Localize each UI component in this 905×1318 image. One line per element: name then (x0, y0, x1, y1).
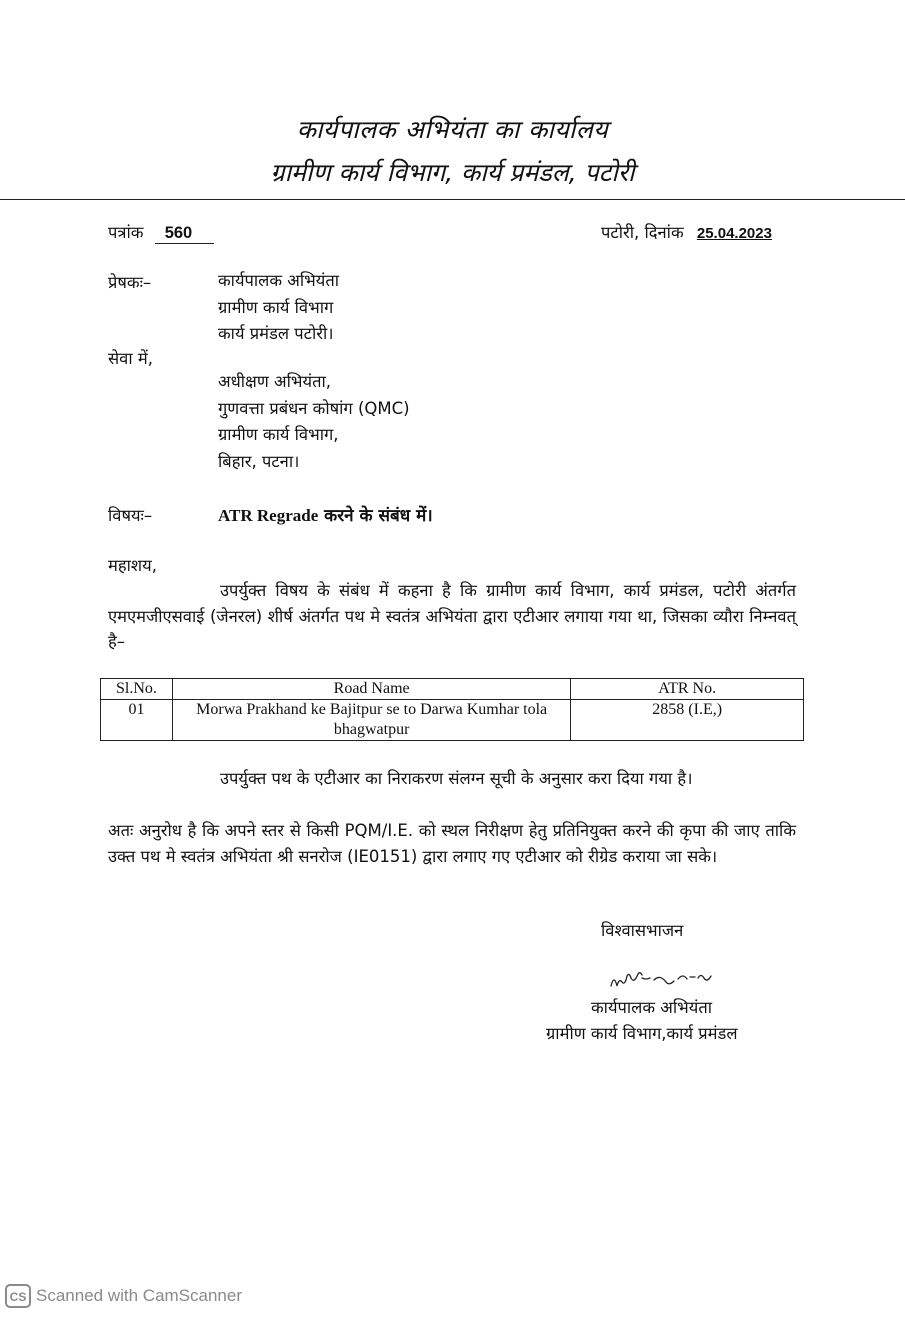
header-atr-no: ATR No. (571, 679, 804, 700)
recipient-line: अधीक्षण अभियंता, (218, 372, 332, 391)
reference-value: 560 (155, 224, 215, 244)
recipient-line: गुणवत्ता प्रबंधन कोषांग (QMC) (218, 398, 410, 418)
recipient-line: बिहार, पटना। (218, 451, 300, 471)
paragraph-2-text: उपर्युक्त पथ के एटीआर का निराकरण संलग्न सूची के अनुसार करा दिया गया है। (220, 769, 693, 788)
date-label: पटोरी, दिनांक (601, 223, 684, 242)
salutation: महाशय, (108, 556, 157, 575)
paragraph-2 (108, 766, 796, 792)
reference-number (108, 220, 214, 244)
header-divider (0, 199, 905, 200)
reference-label: पत्रांक (108, 223, 144, 242)
recipient-label: सेवा में, (108, 349, 153, 368)
letter-date (601, 220, 772, 243)
paragraph-1-text: उपर्युक्त विषय के संबंध में कहना है कि ग्रामीण कार्य विभाग, कार्य प्रमंडल, पटोरी अंतर्गत एमएमजीएसवाई (जेनरल) शीर्ष अंतर्गत पथ मे स्वतंत्र अभियंता द्वारा एटीआर लगाया गया था, जिसका व्यौरा निम्नवत् है– (108, 581, 796, 651)
signatory-department: ग्रामीण कार्य विभाग,कार्य प्रमंडल (546, 1024, 738, 1043)
handwritten-signature (608, 968, 728, 994)
sender-line: कार्यपालक अभियंता (218, 271, 339, 290)
cell-road-name: Morwa Prakhand ke Bajitpur se to Darwa Kumhar tola bhagwatpur (172, 700, 570, 741)
cell-atr-no: 2858 (I.E,) (571, 700, 804, 741)
header-road-name: Road Name (172, 679, 570, 700)
office-subtitle: ग्रामीण कार्य विभाग, कार्य प्रमंडल, पटोरी (270, 158, 635, 187)
svg-text:CS: CS (9, 1290, 27, 1304)
recipient-address (218, 369, 410, 475)
paragraph-1 (108, 578, 796, 655)
subject-label: विषयः– (108, 506, 153, 525)
camscanner-logo (5, 1284, 31, 1308)
paragraph-3: अतः अनुरोध है कि अपने स्तर से किसी PQM/I.E. को स्थल निरीक्षण हेतु प्रतिनियुक्त करने की कृपा की जाए ताकि उक्त पथ मे स्वतंत्र अभियंता श्री सनरोज (IE0151) द्वारा लगाए गए एटीआर को रीग्रेड कराया जा सके। (108, 821, 796, 866)
table-header-row (101, 679, 804, 700)
closing-word: विश्वासभाजन (601, 921, 684, 940)
subject-text (218, 503, 433, 526)
subject-hindi: करने के संबंध में। (318, 506, 433, 526)
sender-label: प्रेषकः– (108, 273, 152, 292)
signatory-title: कार्यपालक अभियंता (591, 998, 712, 1017)
recipient-line: ग्रामीण कार्य विभाग, (218, 425, 339, 444)
date-value: 25.04.2023 (696, 225, 772, 242)
office-title: कार्यपालक अभियंता का कार्यालय (296, 115, 609, 144)
camscanner-watermark: Scanned with CamScanner (36, 1286, 243, 1305)
cell-slno: 01 (101, 700, 173, 741)
sender-line: कार्य प्रमंडल पटोरी। (218, 324, 334, 343)
header-slno: Sl.No. (101, 679, 173, 700)
sender-line: ग्रामीण कार्य विभाग (218, 297, 334, 317)
table-row (101, 700, 804, 741)
sender-address (218, 268, 339, 348)
atr-table (100, 678, 804, 741)
subject-english: ATR Regrade (218, 506, 319, 525)
